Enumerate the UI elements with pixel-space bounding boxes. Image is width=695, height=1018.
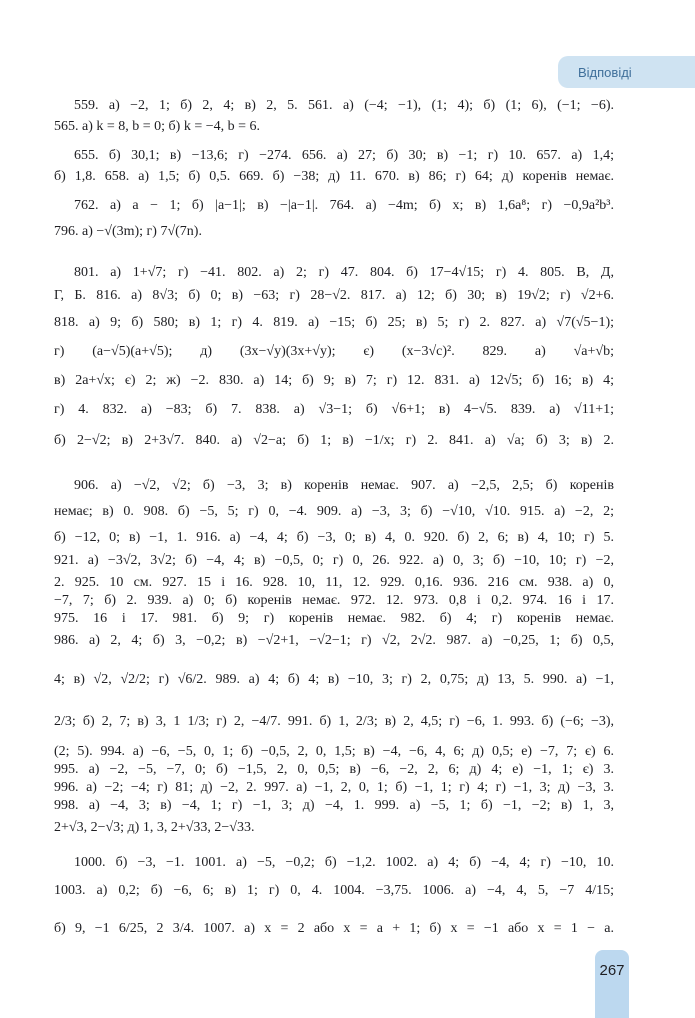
text-line: Г, Б. 816. а) 8√3; б) 0; в) −63; г) 28−√2. 817. а) 12; б) 30; в) 19√2; г) √2+6. <box>54 288 614 303</box>
text-line: в) 2a+√x; є) 2; ж) −2. 830. а) 14; б) 9; в) 7; г) 12. 831. а) 12√5; б) 16; в) 4; <box>54 373 614 388</box>
text-line: 818. а) 9; б) 580; в) 1; г) 4. 819. а) −15; б) 25; в) 5; г) 2. 827. а) √7(√5−1); <box>54 315 614 330</box>
text-line: 906. а) −√2, √2; б) −3, 3; в) коренів немає. 907. а) −2,5, 2,5; б) коренів <box>74 478 614 493</box>
text-line: −7, 7; б) 2. 939. а) 0; б) коренів немає. 972. 12. 973. 0,8 і 0,2. 974. 16 і 17. <box>54 593 614 608</box>
text-line: 762. а) a − 1; б) |a−1|; в) −|a−1|. 764. а) −4m; б) x; в) 1,6a⁸; г) −0,9a²b³. <box>74 198 614 213</box>
text-line: 998. а) −4, 3; в) −4, 1; г) −1, 3; д) −4, 1. 999. а) −5, 1; б) −1, −2; в) 1, 3, <box>54 798 614 813</box>
text-line: б) 1,8. 658. а) 1,5; б) 0,5. 669. б) −38; д) 11. 670. в) 86; г) 64; д) коренів немає. <box>54 169 614 184</box>
text-line: 4; в) √2, √2/2; г) √6/2. 989. а) 4; б) 4; в) −10, 3; г) 2, 0,75; д) 13, 5. 990. а) −1, <box>54 672 614 687</box>
text-line: 2+√3, 2−√3; д) 1, 3, 2+√33, 2−√33. <box>54 820 255 835</box>
text-line: 565. а) k = 8, b = 0; б) k = −4, b = 6. <box>54 119 261 134</box>
text-line: 655. б) 30,1; в) −13,6; г) −274. 656. а) 27; б) 30; в) −1; г) 10. 657. а) 1,4; <box>74 148 614 163</box>
text-line: б) 9, −1 6/25, 2 3/4. 1007. а) x = 2 або x = a + 1; б) x = −1 або x = 1 − a. <box>54 921 614 936</box>
page-number-tab <box>595 950 629 1018</box>
text-line: 1000. б) −3, −1. 1001. а) −5, −0,2; б) −1,2. 1002. а) 4; б) −4, 4; г) −10, 10. <box>74 855 614 870</box>
section-title-tab <box>558 56 695 88</box>
text-line: 2. 925. 10 см. 927. 15 і 16. 928. 10, 11, 12. 929. 0,16. 936. 216 см. 938. а) 0, <box>54 575 614 590</box>
text-line: 2/3; б) 2, 7; в) 3, 1 1/3; г) 2, −4/7. 991. б) 1, 2/3; в) 2, 4,5; г) −6, 1. 993. б) (−6; −3), <box>54 714 614 729</box>
text-line: 986. а) 2, 4; б) 3, −0,2; в) −√2+1, −√2−1; г) √2, 2√2. 987. а) −0,25, 1; б) 0,5, <box>54 633 614 648</box>
text-line: 559. а) −2, 1; б) 2, 4; в) 2, 5. 561. а) (−4; −1), (1; 4); б) (1; 6), (−1; −6). <box>74 98 614 113</box>
text-line: б) 2−√2; в) 2+3√7. 840. а) √2−a; б) 1; в) −1/x; г) 2. 841. а) √a; б) 3; в) 2. <box>54 433 614 448</box>
text-line: 801. а) 1+√7; г) −41. 802. а) 2; г) 47. 804. б) 17−4√15; г) 4. 805. В, Д, <box>74 265 614 280</box>
text-line: г) (a−√5)(a+√5); д) (3x−√y)(3x+√y); є) (x−3√c)². 829. а) √a+√b; <box>54 344 614 359</box>
text-line: б) −12, 0; в) −1, 1. 916. а) −4, 4; б) −3, 0; в) 4, 0. 920. б) 2, 6; в) 4, 10; г) 5. <box>54 530 614 545</box>
page-number: 267 <box>599 962 625 979</box>
text-line: (2; 5). 994. а) −6, −5, 0, 1; б) −0,5, 2, 0, 1,5; в) −4, −6, 4, 6; д) 0,5; е) −7, 7; є) 6. <box>54 744 614 759</box>
text-line: 975. 16 і 17. 981. б) 9; г) коренів немає. 982. б) 4; г) коренів немає. <box>54 611 614 626</box>
text-line: немає; в) 0. 908. б) −5, 5; г) 0, −4. 909. а) −3, 3; б) −√10, √10. 915. а) −2, 2; <box>54 504 614 519</box>
section-title: Відповіді <box>578 64 632 80</box>
text-line: 996. а) −2; −4; г) 81; д) −2, 2. 997. а) −1, 2, 0, 1; б) −1, 1; г) 4; г) −1, 3; д) −3, 3. <box>54 780 614 795</box>
text-line: 921. а) −3√2, 3√2; б) −4, 4; в) −0,5, 0; г) 0, 26. 922. а) 0, 3; б) −10, 10; г) −2, <box>54 553 614 568</box>
text-line: 1003. а) 0,2; б) −6, 6; в) 1; г) 0, 4. 1004. −3,75. 1006. а) −4, 4, 5, −7 4/15; <box>54 883 614 898</box>
text-line: г) 4. 832. а) −83; б) 7. 838. а) √3−1; б) √6+1; в) 4−√5. 839. а) √11+1; <box>54 402 614 417</box>
text-line: 995. а) −2, −5, −7, 0; б) −1,5, 2, 0, 0,5; в) −6, −2, 2, 6; д) 4; е) −1, 1; є) 3. <box>54 762 614 777</box>
text-line: 796. а) −√(3m); г) 7√(7n). <box>54 224 202 239</box>
